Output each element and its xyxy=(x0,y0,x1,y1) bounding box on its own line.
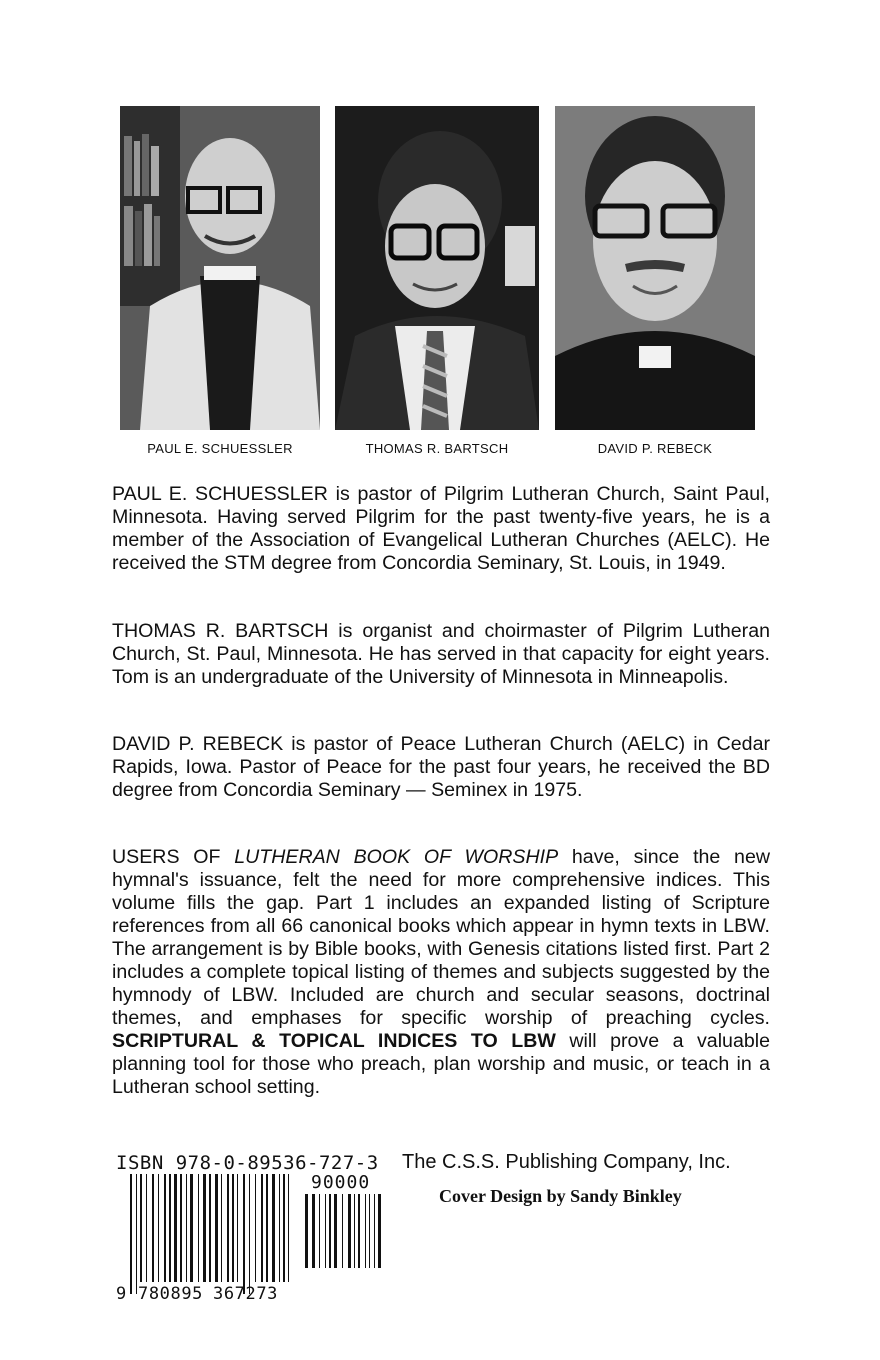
barcode-bar xyxy=(174,1174,177,1282)
barcode-digits-right: 367273 xyxy=(213,1284,279,1304)
barcode-bar xyxy=(374,1194,375,1268)
barcode-bar xyxy=(169,1174,171,1282)
isbn-text: ISBN 978-0-89536-727-3 xyxy=(116,1152,379,1174)
barcode-bar xyxy=(354,1194,355,1268)
barcode-bar xyxy=(136,1174,137,1294)
description-lead: USERS OF xyxy=(112,846,235,868)
barcode-bar xyxy=(261,1174,263,1282)
barcode-digits-left: 780895 xyxy=(138,1284,204,1304)
barcode-bar xyxy=(140,1174,142,1282)
author-photo-bartsch xyxy=(335,106,539,430)
barcode-bar xyxy=(203,1174,206,1282)
barcode-bar xyxy=(180,1174,182,1282)
barcode-bar xyxy=(358,1194,360,1268)
barcode-addon xyxy=(305,1194,383,1284)
description-book-title: LUTHERAN BOOK OF WORSHIP xyxy=(234,846,559,868)
photo-caption-schuessler: PAUL E. SCHUESSLER xyxy=(147,441,293,456)
book-description xyxy=(112,846,770,1099)
author-photo-schuessler xyxy=(120,106,320,430)
barcode-bar xyxy=(266,1174,268,1282)
barcode-bar xyxy=(221,1174,222,1282)
barcode-bar xyxy=(369,1194,370,1268)
barcode-bar xyxy=(334,1194,337,1268)
barcode-bar xyxy=(272,1174,275,1282)
barcode-bar xyxy=(283,1174,285,1282)
barcode-bar xyxy=(243,1174,245,1294)
barcode-bar xyxy=(152,1174,154,1282)
barcode-bar xyxy=(365,1194,366,1268)
description-closing: will prove a valuable planning tool for those who preach, plan worship and music, or teach in a Lutheran school setting. xyxy=(112,1030,770,1098)
bio-bartsch: THOMAS R. BARTSCH is organist and choirmaster of Pilgrim Lutheran Church, St. Paul, Minnesota. He has served in that capacity for eight years. Tom is an undergraduate of the University of Minnesota in Minneapolis. xyxy=(112,620,770,688)
barcode-bar xyxy=(190,1174,193,1282)
barcode-bar xyxy=(249,1174,250,1294)
barcode-bar xyxy=(279,1174,280,1282)
photo-caption-rebeck: DAVID P. REBECK xyxy=(597,441,713,456)
barcode-main xyxy=(130,1174,292,1294)
description-body: have, since the new hymnal's issuance, felt the need for more comprehensive indices. This volume fills the gap. Part 1 includes an expanded listing of Scripture references from all 66 canonical books which appear in hymn texts in LBW. The arrangement is by Bible books, with Genesis citations listed first. Part 2 includes a complete topical listing of themes and subjects suggested by the hymnody of LBW. Included are church and secular seasons, doctrinal themes, and emphases for specific worship of preaching cycles. xyxy=(112,846,770,1029)
barcode-bar xyxy=(186,1174,187,1282)
barcode-bar xyxy=(198,1174,199,1282)
barcode-bar xyxy=(215,1174,218,1282)
barcode-bar xyxy=(209,1174,211,1282)
photo-caption-bartsch: THOMAS R. BARTSCH xyxy=(365,441,509,456)
barcode-bar xyxy=(378,1194,381,1268)
barcode-bar xyxy=(130,1174,132,1294)
barcode-bar xyxy=(325,1194,326,1268)
barcode-bar xyxy=(164,1174,166,1282)
price-code: 90000 xyxy=(311,1172,371,1193)
author-photo-rebeck xyxy=(555,106,755,430)
description-bold-title: SCRIPTURAL & TOPICAL INDICES TO LBW xyxy=(112,1030,556,1052)
barcode-bar xyxy=(146,1174,147,1282)
barcode-bar xyxy=(158,1174,159,1282)
barcode-bar xyxy=(227,1174,229,1282)
barcode-bar xyxy=(348,1194,351,1268)
barcode-bar xyxy=(232,1174,234,1282)
barcode-bar xyxy=(255,1174,256,1282)
barcode-digit-prefix: 9 xyxy=(116,1284,127,1304)
bio-schuessler: PAUL E. SCHUESSLER is pastor of Pilgrim Lutheran Church, Saint Paul, Minnesota. Having served Pilgrim for the past twenty-five years, he is a member of the Association of Evangelical Lutheran Churches (AELC). He received the STM degree from Concordia Seminary, St. Louis, in 1949. xyxy=(112,483,770,574)
barcode-bar xyxy=(237,1174,238,1282)
barcode-bar xyxy=(342,1194,343,1268)
barcode-bar xyxy=(305,1194,308,1268)
publisher-name: The C.S.S. Publishing Company, Inc. xyxy=(402,1151,731,1173)
cover-design-credit: Cover Design by Sandy Binkley xyxy=(439,1186,682,1206)
barcode-bar xyxy=(288,1174,289,1282)
bio-rebeck: DAVID P. REBECK is pastor of Peace Lutheran Church (AELC) in Cedar Rapids, Iowa. Pastor of Peace for the past four years, he received the BD degree from Concordia Seminary — Seminex in 1975. xyxy=(112,733,770,801)
barcode-bar xyxy=(312,1194,315,1268)
barcode-bar xyxy=(329,1194,331,1268)
barcode-bar xyxy=(319,1194,320,1268)
